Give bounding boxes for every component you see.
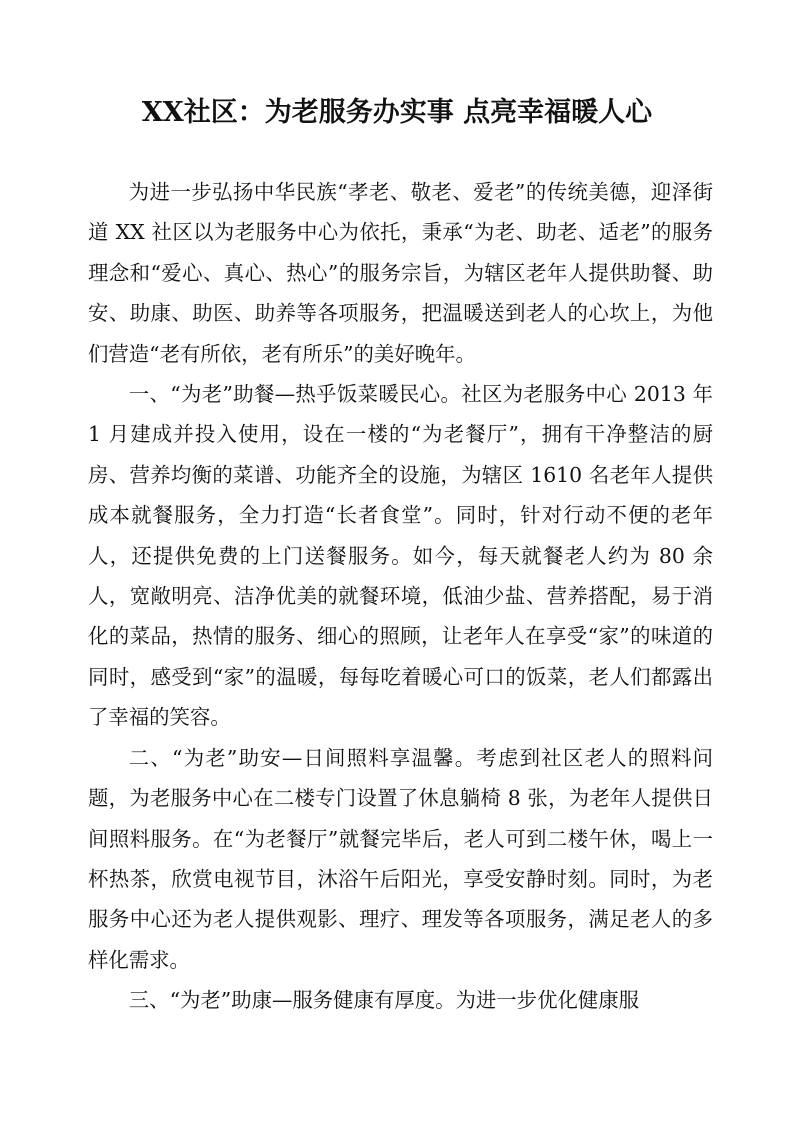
paragraph-day-care: 二、“为老”助安—日间照料享温馨。考虑到社区老人的照料问题，为老服务中心在二楼专门设置了休息躺椅 8 张，为老年人提供日间照料服务。在“为老餐厅”就餐完毕后，老人可到二楼午休，喝上一杯热茶，欣赏电视节目，沐浴午后阳光，享受安静时刻。同时，为老服务中心还为老人提供观影、理疗、理发等各项服务，满足老人的多样化需求。 bbox=[88, 745, 713, 972]
document-title: XX社区：为老服务办实事 点亮幸福暖人心 bbox=[141, 97, 653, 128]
paragraph-intro: 为进一步弘扬中华民族“孝老、敬老、爱老”的传统美德，迎泽街道 XX 社区以为老服务中心为依托，秉承“为老、助老、适老”的服务理念和“爱心、真心、热心”的服务宗旨，为辖区老年人提供助餐、助安、助康、助医、助养等各项服务，把温暖送到老人的心坎上，为他们营造“老有所依，老有所乐”的美好晚年。 bbox=[88, 180, 713, 366]
paragraph-health-service: 三、“为老”助康—服务健康有厚度。为进一步优化健康服 bbox=[128, 988, 640, 1013]
document-body bbox=[88, 172, 713, 1021]
paragraph-meal-service: 一、“为老”助餐—热乎饭菜暖民心。社区为老服务中心 2013 年 1 月建成并投入使用，设在一楼的“为老餐厅”，拥有干净整洁的厨房、营养均衡的菜谱、功能齐全的设施，为辖区 1610 名老年人提供成本就餐服务，全力打造“长者食堂”。同时，针对行动不便的老年人，还提供免费的上门送餐服务。如今，每天就餐老人约为 80 余人，宽敞明亮、洁净优美的就餐环境，低油少盐、营养搭配，易于消化的菜品，热情的服务、细心的照顾，让老年人在享受“家”的味道的同时，感受到“家”的温暖，每每吃着暖心可口的饭菜，老人们都露出了幸福的笑容。 bbox=[88, 382, 713, 730]
